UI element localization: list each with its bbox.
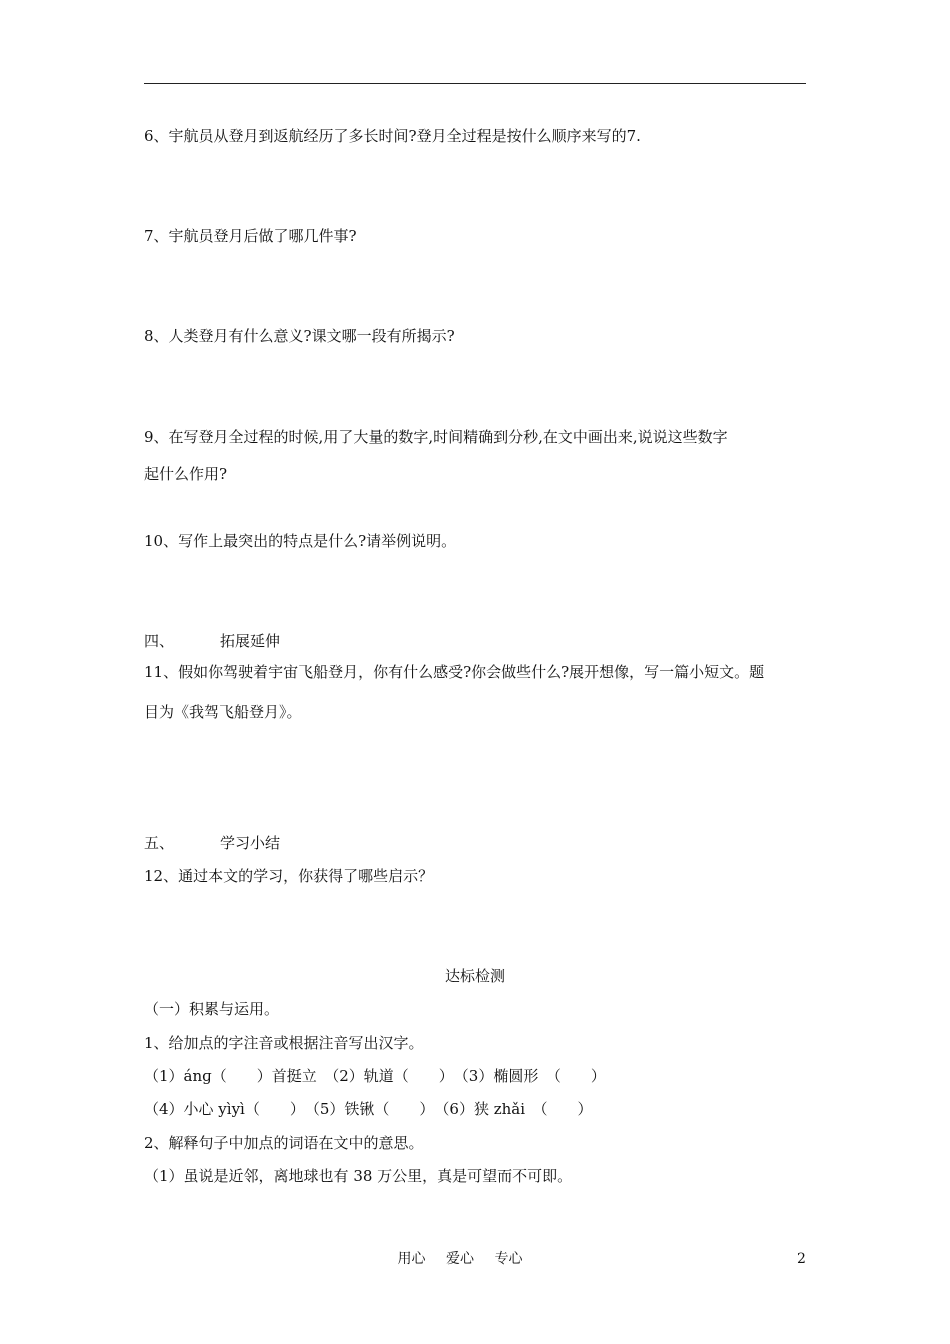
footer-motto-1: 用心 <box>397 1251 426 1267</box>
question-9-line-1: 9、在写登月全过程的时候,用了大量的数字,时间精确到分秒,在文中画出来,说说这些数字 <box>144 428 728 446</box>
footer-motto <box>0 1249 920 1269</box>
question-7: 7、宇航员登月后做了哪几件事? <box>144 227 357 245</box>
test-item-1: 1、给加点的字注音或根据注音写出汉字。 <box>144 1034 424 1052</box>
test-part-1: （一）积累与运用。 <box>144 1000 280 1018</box>
page-number: 2 <box>797 1251 806 1267</box>
footer-motto-2: 爱心 <box>446 1251 474 1267</box>
footer-motto-3: 专心 <box>494 1251 523 1267</box>
section-4-heading <box>144 631 280 651</box>
test-item-1-row-1: （1）ánɡ（ ）首挺立 （2）轨道（ ） （3）椭圆形 （ ） <box>144 1067 606 1085</box>
test-item-2: 2、解释句子中加点的词语在文中的意思。 <box>144 1134 424 1152</box>
question-6: 6、宇航员从登月到返航经历了多长时间?登月全过程是按什么顺序来写的7. <box>144 127 641 145</box>
question-9-line-2: 起什么作用? <box>144 465 228 483</box>
question-11-line-2: 目为《我驾飞船登月》。 <box>144 703 302 721</box>
test-item-1-row-2: （4）小心 yìyì（ ） （5）铁锹（ ） （6）狭 zhǎi （ ） <box>144 1100 593 1118</box>
question-11-line-1: 11、假如你驾驶着宇宙飞船登月，你有什么感受?你会做些什么?展开想像，写一篇小短文。题 <box>144 663 765 681</box>
header-rule <box>144 83 806 84</box>
question-10: 10、写作上最突出的特点是什么?请举例说明。 <box>144 532 457 550</box>
test-item-2-sub-1: （1）虽说是近邻，离地球也有 38 万公里，真是可望而不可即。 <box>144 1167 573 1185</box>
section-4-title: 拓展延伸 <box>220 632 281 650</box>
section-5-heading <box>144 833 280 853</box>
section-5-title: 学习小结 <box>220 834 281 852</box>
question-12: 12、通过本文的学习，你获得了哪些启示？ <box>144 867 434 885</box>
test-heading: 达标检测 <box>444 967 505 985</box>
section-5-number: 五、 <box>144 834 175 852</box>
section-4-number: 四、 <box>144 632 175 650</box>
question-8: 8、人类登月有什么意义?课文哪一段有所揭示? <box>144 327 455 345</box>
